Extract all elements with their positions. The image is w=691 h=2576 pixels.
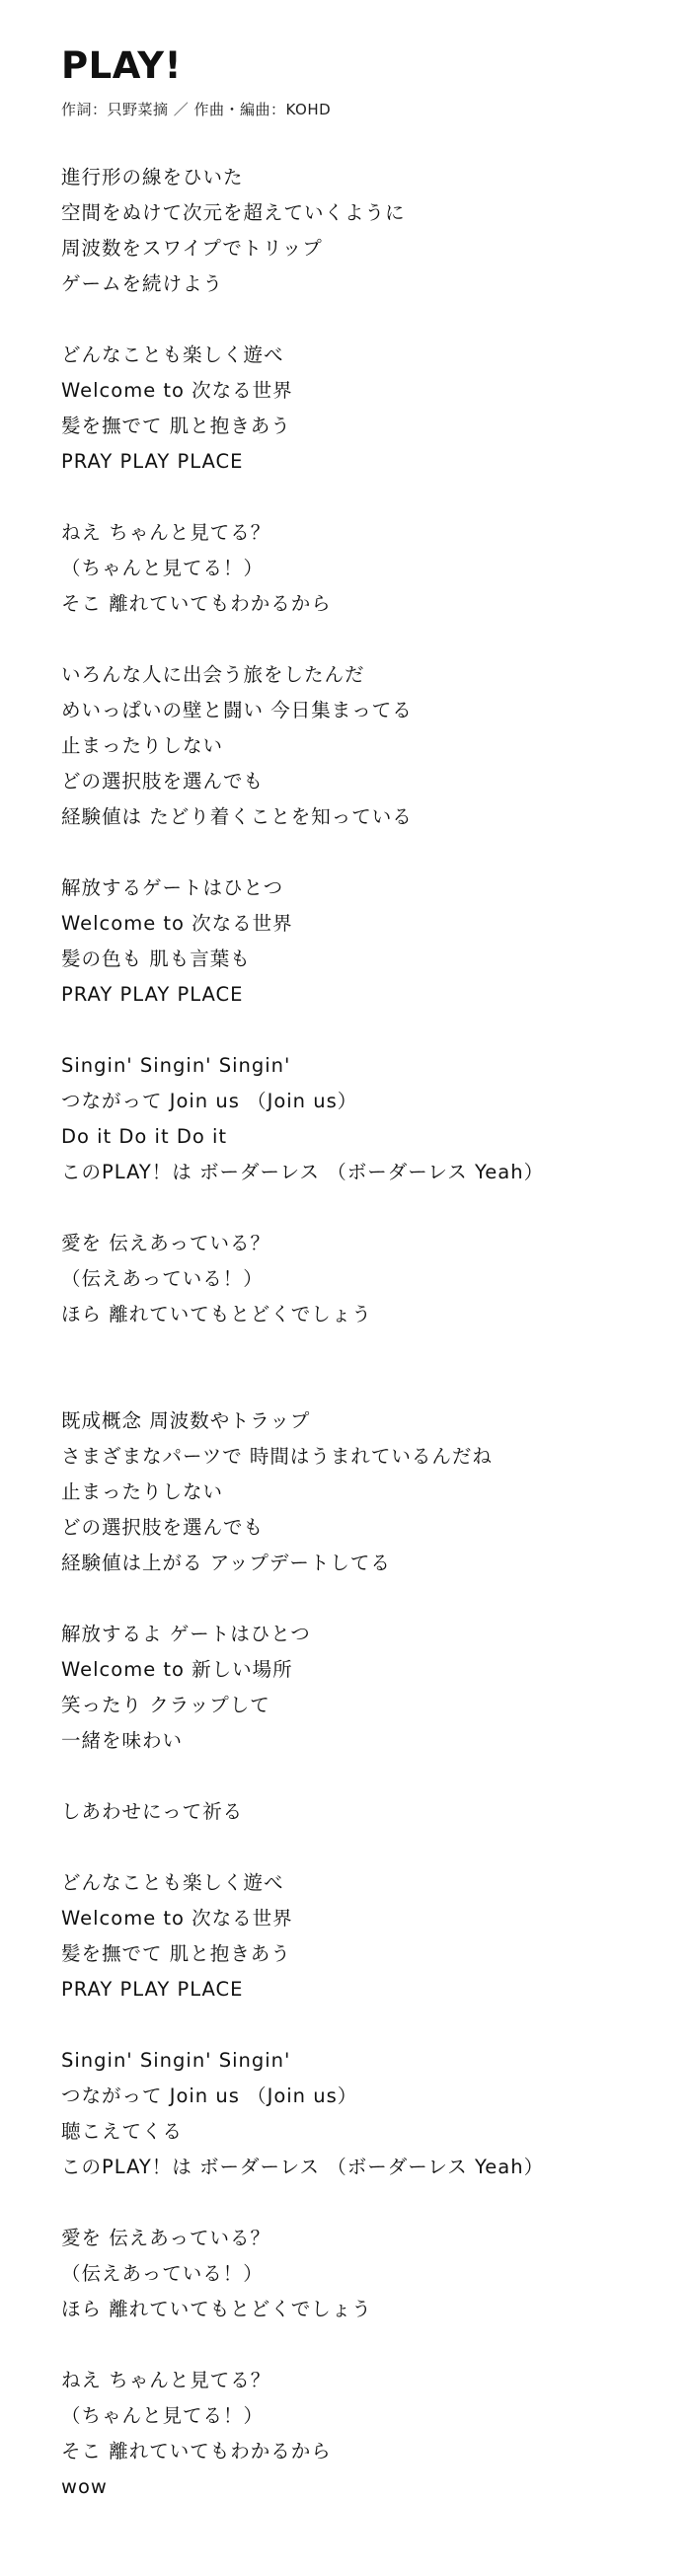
song-credits: 作詞：只野菜摘 ／ 作曲・編曲：KOHD [61, 101, 332, 118]
lyric-line: Singin' Singin' Singin' [61, 2049, 291, 2072]
lyric-line: 解放するゲートはひとつ [61, 876, 284, 899]
lyric-stanza [61, 2043, 673, 2185]
lyric-line: ほら 離れていてもとどくでしょう [61, 1303, 372, 1326]
lyric-line: 聴こえてくる [61, 2120, 184, 2143]
lyric-line: どんなことも楽しく遊べ [61, 1871, 284, 1894]
lyric-line: PRAY PLAY PLACE [61, 1978, 244, 2001]
lyric-line: Welcome to 次なる世界 [61, 379, 293, 402]
lyric-line: 止まったりしない [61, 734, 224, 757]
lyric-line: 愛を 伝えあっている？ [61, 1232, 271, 1254]
lyrics-body [61, 160, 673, 2505]
lyric-line: Welcome to 次なる世界 [61, 1907, 293, 1930]
lyric-line: Welcome to 次なる世界 [61, 912, 293, 935]
lyric-line: 笑ったり クラップして [61, 1694, 270, 1716]
lyric-stanza [61, 1617, 673, 1759]
lyric-line: Singin' Singin' Singin' [61, 1054, 291, 1077]
lyric-stanza [61, 2363, 673, 2505]
lyric-stanza [61, 515, 673, 622]
lyric-line: 止まったりしない [61, 1480, 224, 1503]
lyric-line: PRAY PLAY PLACE [61, 450, 244, 473]
lyric-stanza [61, 657, 673, 835]
lyric-line: さまざまなパーツで 時間はうまれているんだね [61, 1445, 493, 1468]
lyric-stanza [61, 871, 673, 1013]
lyric-line: どの選択肢を選んでも [61, 1516, 265, 1539]
lyric-line: 進行形の線をひいた [61, 166, 244, 189]
lyric-line: このPLAY！は ボーダーレス （ボーダーレス Yeah） [61, 2156, 545, 2178]
lyric-stanza [61, 1403, 673, 1581]
lyric-line: 愛を 伝えあっている？ [61, 2227, 271, 2249]
lyric-stanza [61, 338, 673, 480]
lyric-line: 髪を撫でて 肌と抱きあう [61, 1942, 291, 1965]
lyric-line: 空間をぬけて次元を超えていくように [61, 201, 406, 224]
lyric-line: 既成概念 周波数やトラップ [61, 1409, 311, 1432]
lyric-stanza [61, 2221, 673, 2327]
lyric-line: このPLAY！は ボーダーレス （ボーダーレス Yeah） [61, 1161, 545, 1183]
lyric-line: 解放するよ ゲートはひとつ [61, 1623, 311, 1645]
lyric-stanza [61, 1794, 673, 1830]
lyric-line: （伝えあっている！） [61, 1267, 264, 1290]
lyric-line: wow [61, 2475, 108, 2498]
lyric-line: 経験値は たどり着くことを知っている [61, 805, 413, 828]
lyric-stanza [61, 160, 673, 302]
lyric-line: つながって Join us （Join us） [61, 1090, 358, 1112]
lyric-line: 髪の色も 肌も言葉も [61, 947, 251, 970]
lyric-line: そこ 離れていてもわかるから [61, 592, 332, 615]
lyric-line: 周波数をスワイプでトリップ [61, 237, 323, 260]
lyric-line: 経験値は上がる アップデートしてる [61, 1552, 391, 1574]
lyric-line: （伝えあっている！） [61, 2262, 264, 2285]
lyric-line: ねえ ちゃんと見てる？ [61, 2369, 271, 2391]
lyric-line: どんなことも楽しく遊べ [61, 343, 284, 366]
lyric-line: （ちゃんと見てる！） [61, 557, 265, 579]
lyric-line: そこ 離れていてもわかるから [61, 2440, 332, 2462]
lyric-line: Welcome to 新しい場所 [61, 1658, 293, 1681]
lyric-line: （ちゃんと見てる！） [61, 2404, 265, 2427]
lyric-line: ほら 離れていてもとどくでしょう [61, 2298, 372, 2320]
lyric-line: めいっぱいの壁と闘い 今日集まってる [61, 699, 413, 721]
lyric-line: ねえ ちゃんと見てる？ [61, 521, 271, 544]
lyric-stanza [61, 1048, 673, 1190]
song-title: PLAY! [61, 44, 182, 87]
lyric-line: 髪を撫でて 肌と抱きあう [61, 415, 291, 437]
lyric-line: つながって Join us （Join us） [61, 2084, 358, 2107]
lyric-line: ゲームを続けよう [61, 272, 224, 295]
lyric-line: いろんな人に出会う旅をしたんだ [61, 663, 365, 686]
lyric-line: しあわせにって祈る [61, 1800, 244, 1823]
lyric-stanza [61, 1226, 673, 1332]
lyric-line: 一緒を味わい [61, 1729, 184, 1752]
lyrics-page [61, 41, 673, 2540]
lyric-line: どの選択肢を選んでも [61, 770, 265, 793]
lyric-line: PRAY PLAY PLACE [61, 983, 244, 1006]
lyric-line: Do it Do it Do it [61, 1125, 228, 1148]
lyric-stanza [61, 1865, 673, 2008]
